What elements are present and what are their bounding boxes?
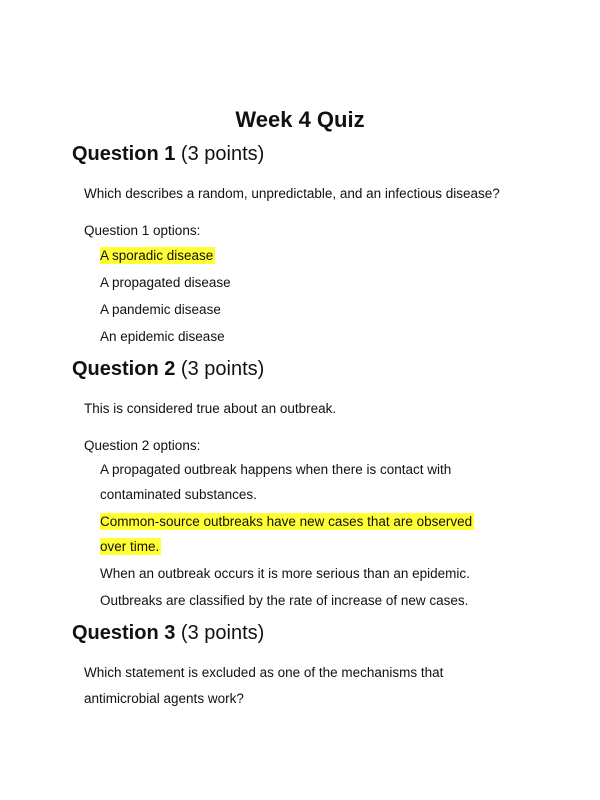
question-1-option-3[interactable]: A pandemic disease [100, 302, 221, 317]
question-2-option-4[interactable]: Outbreaks are classified by the rate of increase of new cases. [100, 593, 469, 608]
page-title: Week 4 Quiz [235, 107, 365, 132]
question-1-option-2[interactable]: A propagated disease [100, 275, 231, 290]
question-2-option-3[interactable]: When an outbreak occurs it is more serious than an epidemic. [100, 566, 470, 581]
question-1-options-label: Question 1 options: [84, 223, 201, 238]
question-3-prompt-line-1: Which statement is excluded as one of the mechanisms that [84, 665, 444, 680]
question-3-heading [72, 620, 264, 646]
question-3-prompt-line-2: antimicrobial agents work? [84, 691, 244, 706]
question-3-name: Question 3 [72, 622, 176, 644]
question-1-name: Question 1 [72, 143, 176, 165]
question-1-option-1[interactable] [100, 247, 215, 265]
question-2-heading [72, 356, 264, 382]
question-2-points: (3 points) [180, 358, 265, 380]
question-2-prompt: This is considered true about an outbreak. [84, 401, 337, 416]
question-1-prompt: Which describes a random, unpredictable, and an infectious disease? [84, 186, 500, 201]
question-2-name: Question 2 [72, 358, 176, 380]
question-1-points: (3 points) [180, 143, 265, 165]
question-2-option-1-line-1[interactable]: A propagated outbreak happens when there is contact with [100, 462, 452, 477]
question-1-heading [72, 141, 264, 167]
question-2-option-1-line-2[interactable]: contaminated substances. [100, 487, 257, 502]
highlighted-answer: A sporadic disease [100, 248, 214, 263]
question-1-option-4[interactable]: An epidemic disease [100, 329, 225, 344]
question-3-points: (3 points) [180, 622, 265, 644]
highlighted-answer: over time. [100, 539, 160, 554]
question-2-options-label: Question 2 options: [84, 438, 201, 453]
question-2-option-2-line-1[interactable] [100, 513, 474, 531]
highlighted-answer: Common-source outbreaks have new cases that are observed [100, 514, 473, 529]
question-2-option-2-line-2[interactable] [100, 538, 161, 556]
